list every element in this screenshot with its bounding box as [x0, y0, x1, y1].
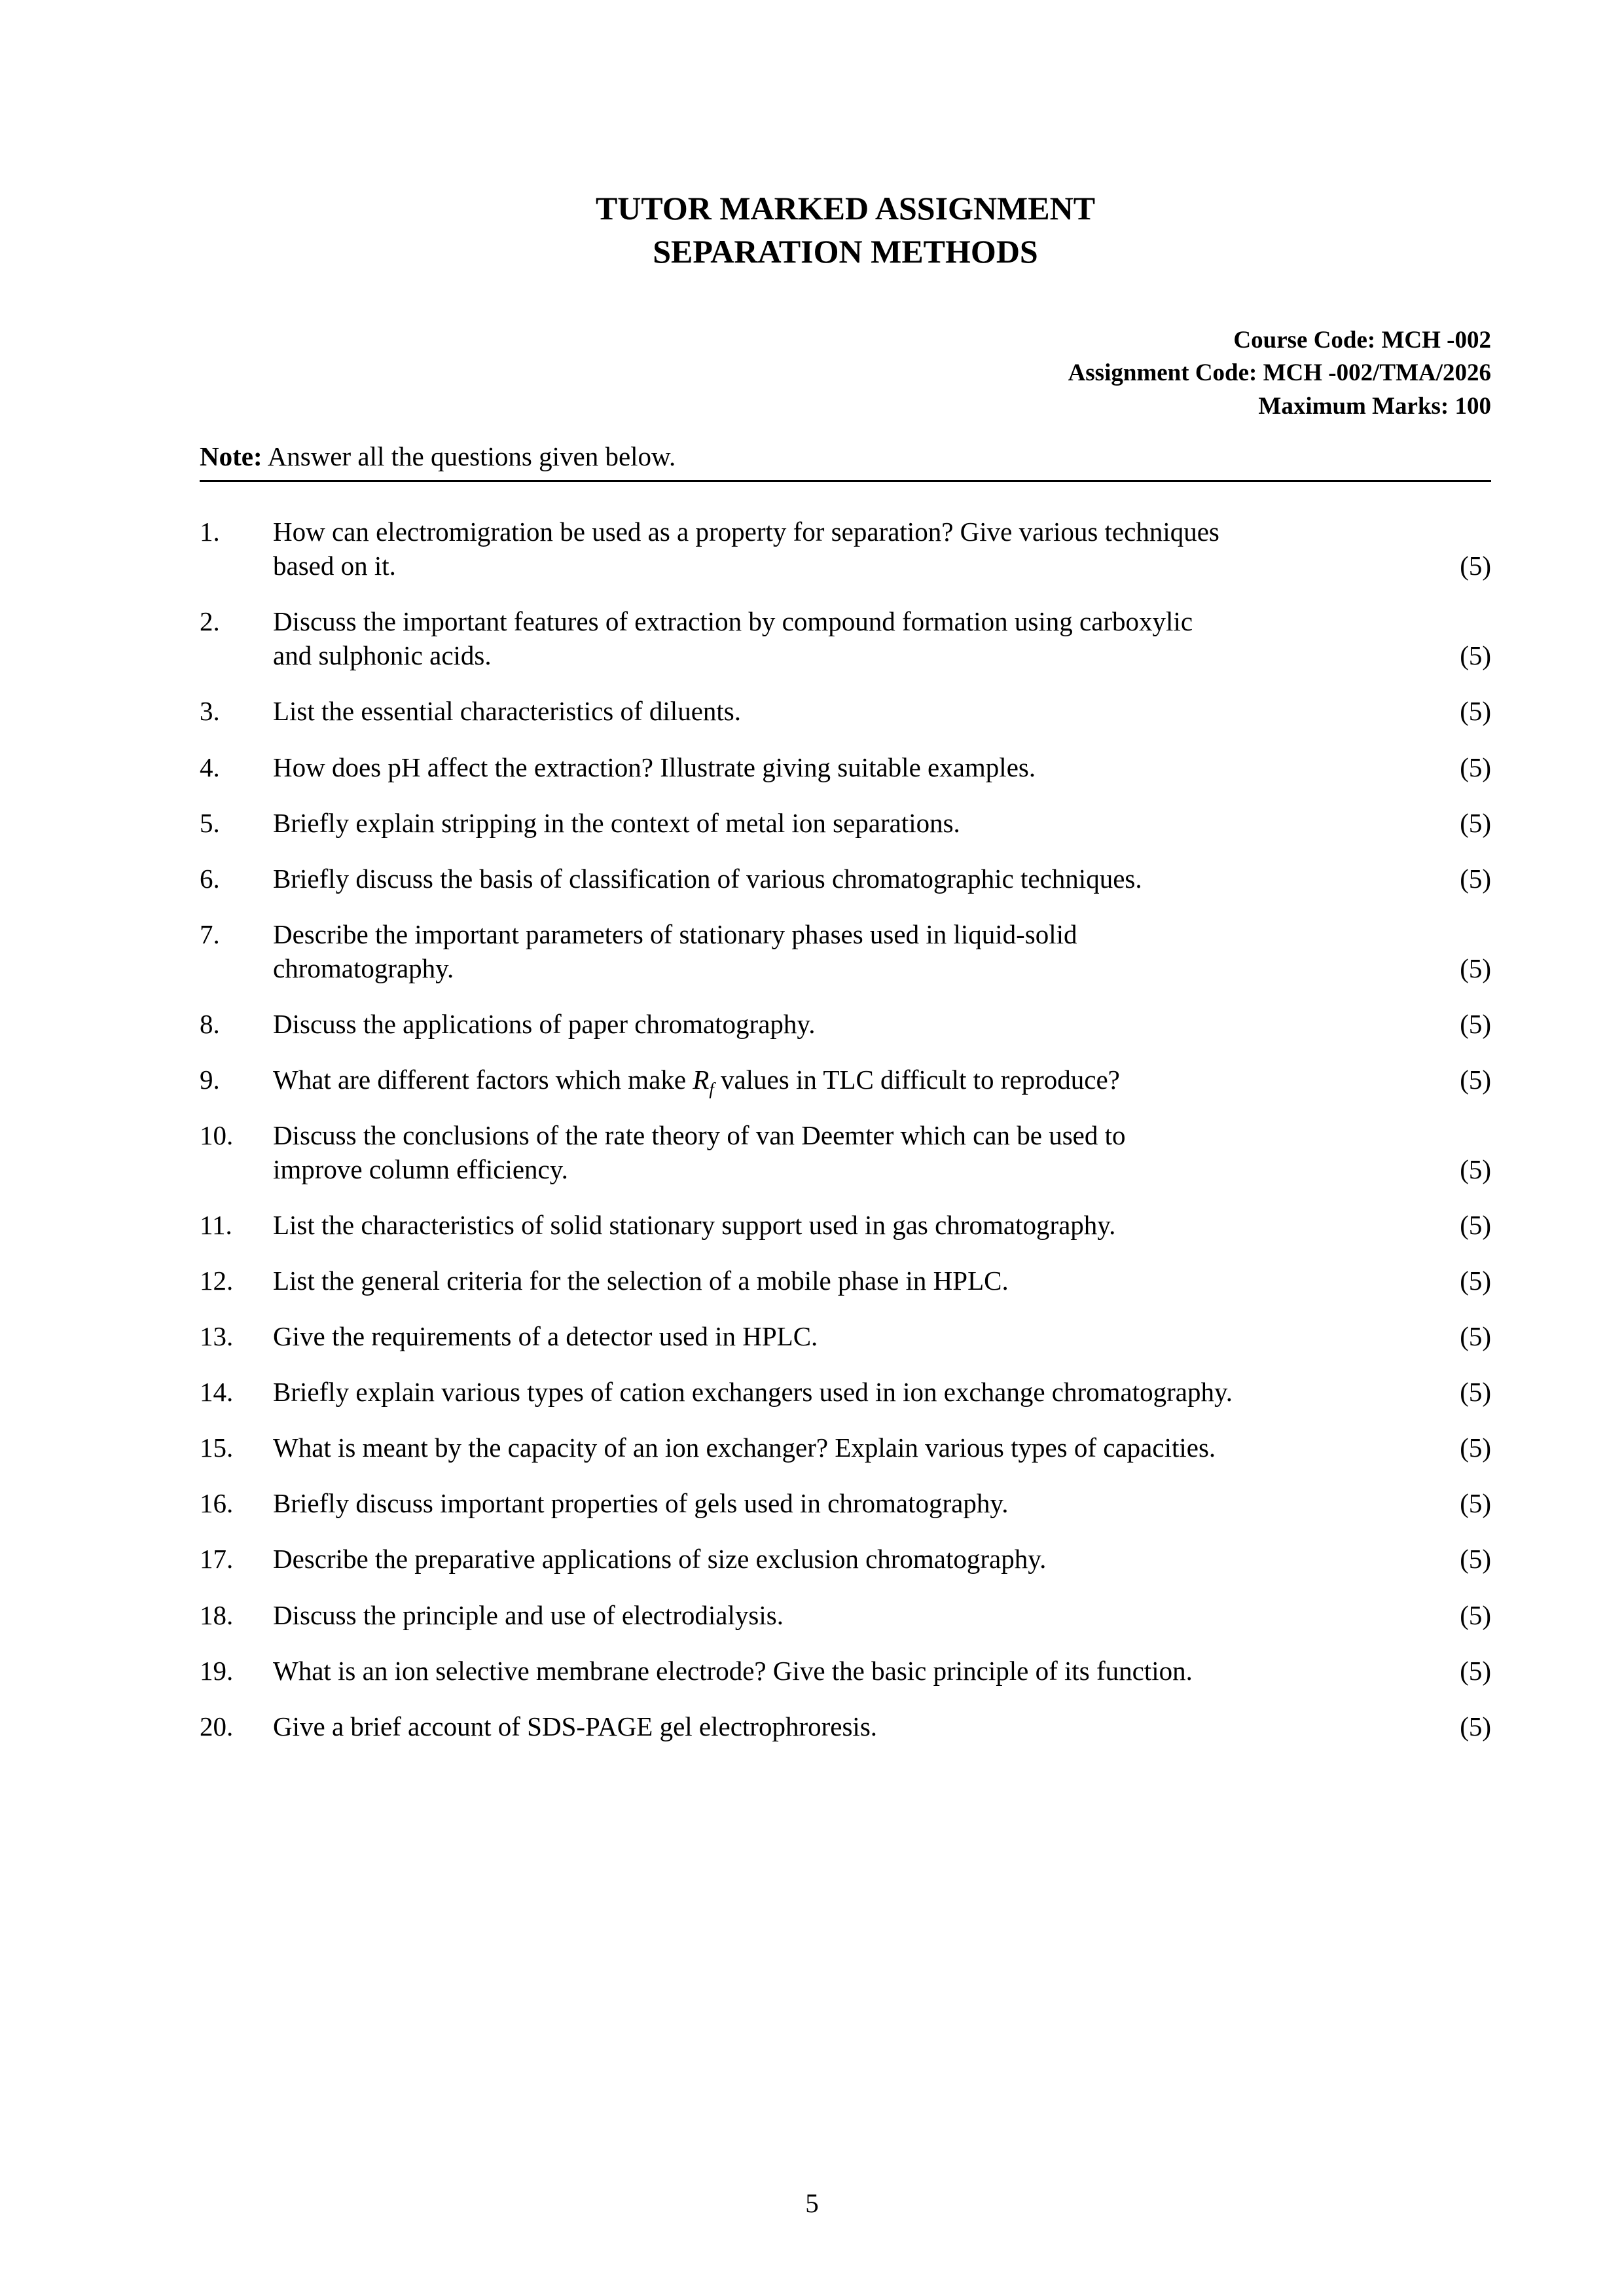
question-row: [200, 917, 1491, 985]
question-marks: (5): [1460, 752, 1491, 782]
question-number: 1.: [200, 517, 220, 547]
question-row: [200, 604, 1491, 672]
question-text: List the essential characteristics of diluents.: [273, 696, 741, 727]
question-row: [200, 1375, 1491, 1409]
question-text: List the characteristics of solid stationary support used in gas chromatography.: [273, 1210, 1116, 1241]
question-marks: (5): [1460, 1377, 1491, 1408]
question-row: [200, 806, 1491, 840]
page-number: 5: [805, 2188, 819, 2218]
question-row: [200, 750, 1491, 784]
question-number: 14.: [200, 1377, 234, 1408]
question-text: Give the requirements of a detector used in HPLC.: [273, 1321, 818, 1352]
question-list: [200, 515, 1491, 1743]
question-text: Discuss the applications of paper chromatography.: [273, 1008, 816, 1039]
question-marks: (5): [1460, 1266, 1491, 1296]
question-marks: (5): [1460, 1008, 1491, 1039]
question-row: [200, 1063, 1491, 1097]
question-number: 17.: [200, 1544, 234, 1575]
question-row: [200, 1486, 1491, 1520]
question-number: 11.: [200, 1210, 232, 1241]
question-text: Briefly discuss the basis of classification of various chromatographic techniques.: [273, 863, 1142, 894]
question-marks: (5): [1460, 1655, 1491, 1686]
question-number: 8.: [200, 1008, 220, 1039]
question-text: Discuss the conclusions of the rate theory of van Deemter which can be used to improve column efficiency.: [273, 1120, 1126, 1184]
question-number: 7.: [200, 919, 220, 949]
question-marks: (5): [1460, 807, 1491, 838]
question-marks: (5): [1460, 1711, 1491, 1741]
question-row: [200, 1007, 1491, 1041]
question-marks: (5): [1460, 1154, 1491, 1184]
question-text: How does pH affect the extraction? Illustrate giving suitable examples.: [273, 752, 1036, 782]
question-number: 3.: [200, 696, 220, 727]
question-marks: (5): [1460, 696, 1491, 727]
assignment-code: Assignment Code: MCH -002/TMA/2026: [1068, 359, 1491, 387]
course-code: Course Code: MCH -002: [1233, 327, 1491, 354]
question-text: Describe the preparative applications of size exclusion chromatography.: [273, 1544, 1047, 1575]
question-number: 9.: [200, 1064, 220, 1095]
question-number: 16.: [200, 1488, 234, 1519]
question-number: 18.: [200, 1599, 234, 1630]
question-text: Describe the important parameters of stationary phases used in liquid-solid chromatography.: [273, 919, 1077, 983]
question-row: [200, 515, 1491, 583]
question-text: What are different factors which make $R_f$ values in TLC difficult to reproduce?: [273, 1064, 1120, 1099]
doc-title: TUTOR MARKED ASSIGNMENT: [595, 190, 1096, 227]
question-number: 20.: [200, 1711, 234, 1741]
question-number: 5.: [200, 807, 220, 838]
question-text: What is meant by the capacity of an ion exchanger? Explain various types of capacities.: [273, 1432, 1216, 1463]
question-number: 2.: [200, 606, 220, 637]
question-marks: (5): [1460, 1432, 1491, 1463]
title-block: [200, 187, 1491, 273]
question-marks: (5): [1460, 1210, 1491, 1241]
note-line: [200, 440, 1491, 482]
question-text: Briefly explain various types of cation exchangers used in ion exchange chromatography.: [273, 1377, 1233, 1408]
question-text: Discuss the principle and use of electrodialysis.: [273, 1599, 784, 1630]
doc-subtitle: SEPARATION METHODS: [653, 233, 1038, 270]
question-text: What is an ion selective membrane electrode? Give the basic principle of its function.: [273, 1655, 1193, 1686]
note-text: Answer all the questions given below.: [267, 441, 676, 471]
question-marks: (5): [1460, 953, 1491, 983]
maximum-marks: Maximum Marks: 100: [1258, 392, 1491, 420]
question-marks: (5): [1460, 1321, 1491, 1352]
note-label: Note:: [200, 441, 262, 471]
question-marks: (5): [1460, 640, 1491, 671]
question-text: Discuss the important features of extraction by compound formation using carboxylic and sulphonic acids.: [273, 606, 1193, 671]
question-row: [200, 1430, 1491, 1465]
question-marks: (5): [1460, 1064, 1491, 1095]
question-number: 19.: [200, 1655, 234, 1686]
question-row: [200, 1208, 1491, 1242]
question-row: [200, 1319, 1491, 1353]
question-marks: (5): [1460, 863, 1491, 894]
question-number: 12.: [200, 1266, 234, 1296]
question-row: [200, 1264, 1491, 1298]
question-marks: (5): [1460, 1599, 1491, 1630]
question-row: [200, 1709, 1491, 1743]
question-number: 10.: [200, 1120, 234, 1150]
document-content: [200, 187, 1491, 1765]
question-marks: (5): [1460, 551, 1491, 581]
question-marks: (5): [1460, 1488, 1491, 1519]
question-text: Briefly explain stripping in the context of metal ion separations.: [273, 807, 960, 838]
question-number: 15.: [200, 1432, 234, 1463]
question-text: List the general criteria for the selection of a mobile phase in HPLC.: [273, 1266, 1009, 1296]
question-number: 13.: [200, 1321, 234, 1352]
question-row: [200, 862, 1491, 896]
question-text: How can electromigration be used as a property for separation? Give various techniques based on it.: [273, 517, 1219, 581]
question-marks: (5): [1460, 1544, 1491, 1575]
question-row: [200, 694, 1491, 728]
question-text: Briefly discuss important properties of gels used in chromatography.: [273, 1488, 1009, 1519]
question-text: Give a brief account of SDS-PAGE gel electrophroresis.: [273, 1711, 878, 1741]
question-row: [200, 1598, 1491, 1632]
question-row: [200, 1542, 1491, 1576]
question-number: 6.: [200, 863, 220, 894]
question-number: 4.: [200, 752, 220, 782]
course-meta-block: [200, 324, 1491, 423]
question-row: [200, 1118, 1491, 1186]
question-row: [200, 1654, 1491, 1688]
